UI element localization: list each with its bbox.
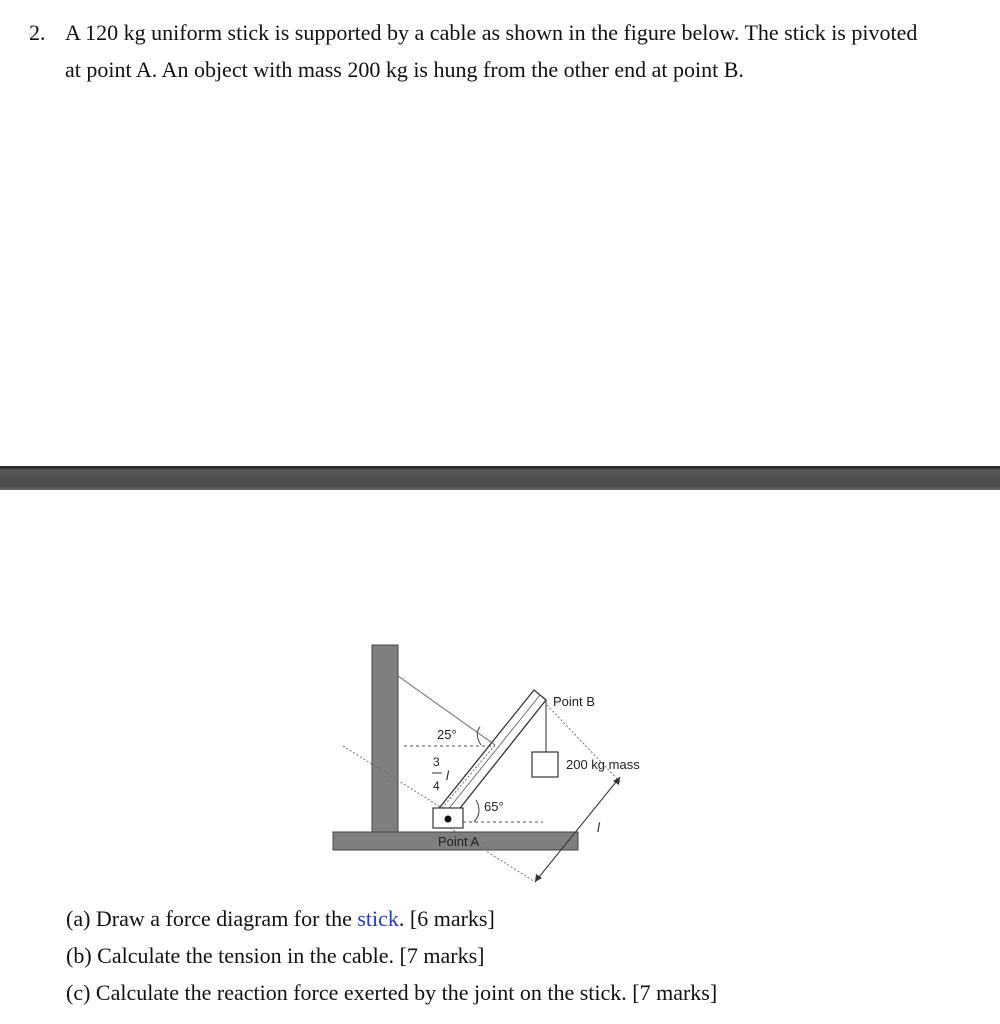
angle-cable-label: 25° — [437, 727, 457, 742]
mass-label: 200 kg mass — [566, 757, 640, 772]
part-c: (c) Calculate the reaction force exerted by the joint on the stick. [7 marks] — [66, 980, 718, 1005]
mass-box — [532, 752, 558, 777]
question-text: A 120 kg uniform stick is supported by a cable as shown in the figure below. The stick is pivoted at point A. An object with mass 200 kg is hung from the other end at point B. — [65, 20, 918, 82]
point-a-label: Point A — [438, 834, 480, 849]
angle-arc-cable — [477, 727, 481, 745]
fraction-numerator: 3 — [433, 755, 440, 769]
part-a-prefix: (a) Draw a force diagram for the — [66, 906, 358, 931]
angle-arc-stick — [474, 800, 479, 822]
fraction-denominator: 4 — [433, 779, 440, 793]
dim-line-full — [535, 777, 620, 882]
question-number: 2. — [29, 20, 46, 45]
part-a-suffix: . [6 marks] — [398, 906, 495, 931]
length-symbol-full: l — [597, 820, 600, 835]
pivot-dot — [445, 816, 452, 823]
part-a — [66, 900, 495, 937]
point-b-label: Point B — [553, 694, 595, 709]
part-b: (b) Calculate the tension in the cable. [7 marks] — [66, 943, 485, 968]
length-symbol-three-quarter: l — [446, 768, 449, 783]
part-a-highlight: stick — [357, 906, 399, 931]
wall — [372, 645, 398, 832]
angle-stick-label: 65° — [484, 799, 504, 814]
